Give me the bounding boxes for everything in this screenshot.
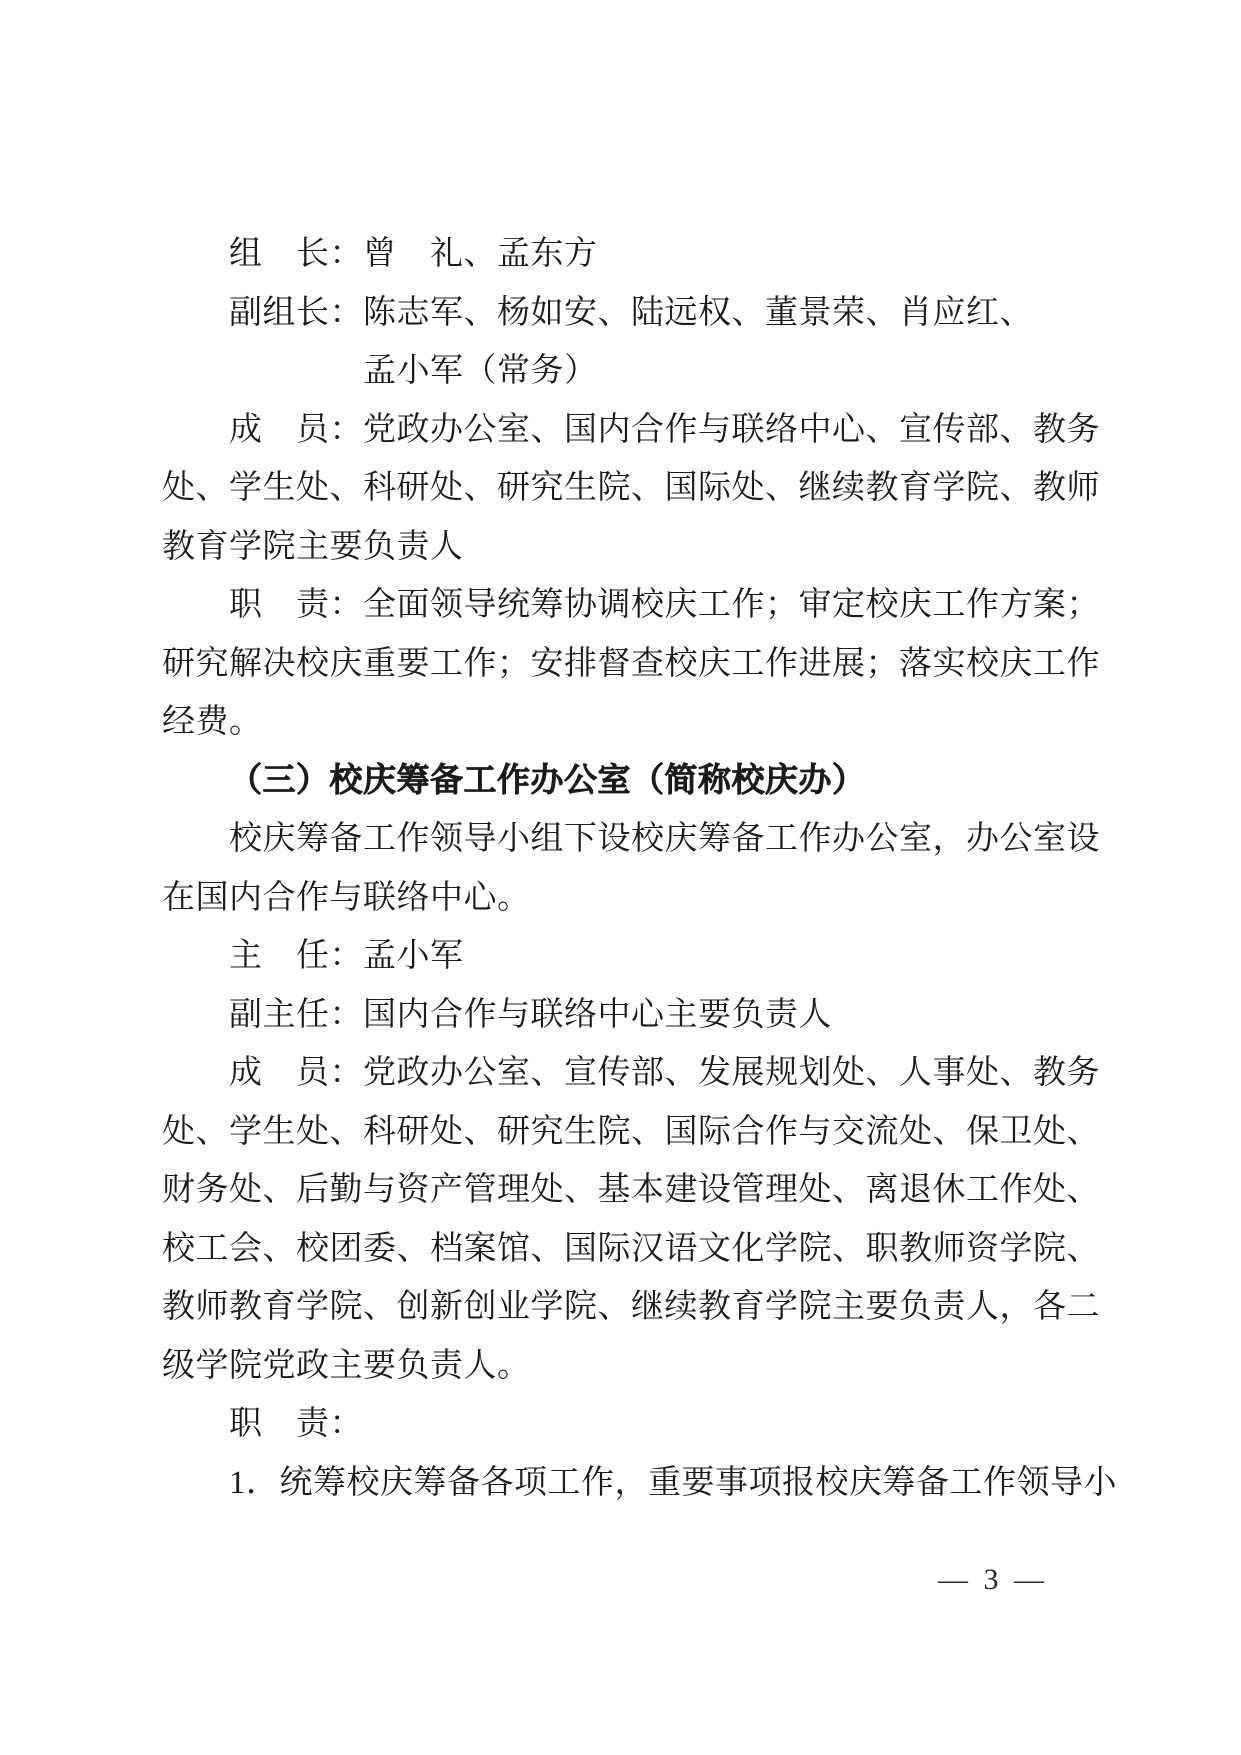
section-heading: （三）校庆筹备工作办公室（简称校庆办） <box>229 762 866 799</box>
doc-line-deputy-leaders-2: 孟小军（常务） <box>363 353 598 389</box>
doc-line-office-duties: 职 责： <box>229 1406 363 1442</box>
doc-line-deputy-director: 副主任：国内合作与联络中心主要负责人 <box>229 996 832 1033</box>
doc-line-deputy-leaders: 副组长：陈志军、杨如安、陆远权、董景荣、肖应红、 <box>229 294 1033 331</box>
doc-line-office-members-3: 财务处、后勤与资产管理处、基本建设管理处、离退休工作处、 <box>162 1172 1100 1208</box>
doc-line-office-members: 成 员：党政办公室、宣传部、发展规划处、人事处、教务 <box>229 1055 1100 1091</box>
doc-line-director: 主 任：孟小军 <box>229 938 464 974</box>
doc-line-members: 成 员：党政办公室、国内合作与联络中心、宣传部、教务 <box>229 411 1100 448</box>
doc-line-members-3: 教育学院主要负责人 <box>162 528 464 565</box>
doc-line-office-members-2: 处、学生处、科研处、研究生院、国际合作与交流处、保卫处、 <box>162 1113 1100 1150</box>
doc-line-duties: 职 责：全面领导统筹协调校庆工作；审定校庆工作方案； <box>229 587 1100 623</box>
doc-line-office-intro-2: 在国内合作与联络中心。 <box>162 879 531 916</box>
doc-line-office-intro: 校庆筹备工作领导小组下设校庆筹备工作办公室，办公室设 <box>229 821 1100 857</box>
doc-line-members-2: 处、学生处、科研处、研究生院、国际处、继续教育学院、教师 <box>162 470 1100 506</box>
doc-line-leader: 组 长：曾 礼、孟东方 <box>229 236 598 272</box>
doc-line-office-members-5: 教师教育学院、创新创业学院、继续教育学院主要负责人，各二 <box>162 1289 1100 1325</box>
doc-line-office-members-4: 校工会、校团委、档案馆、国际汉语文化学院、职教师资学院、 <box>162 1230 1100 1267</box>
doc-line-office-members-6: 级学院党政主要负责人。 <box>162 1347 531 1384</box>
page-number: — 3 — <box>938 1563 1048 1596</box>
doc-line-duty-item-1: 1．统筹校庆筹备各项工作，重要事项报校庆筹备工作领导小 <box>229 1464 1117 1501</box>
doc-line-duties-3: 经费。 <box>162 704 263 740</box>
document-body <box>162 225 1117 1512</box>
doc-line-duties-2: 研究解决校庆重要工作；安排督查校庆工作进展；落实校庆工作 <box>162 645 1100 682</box>
